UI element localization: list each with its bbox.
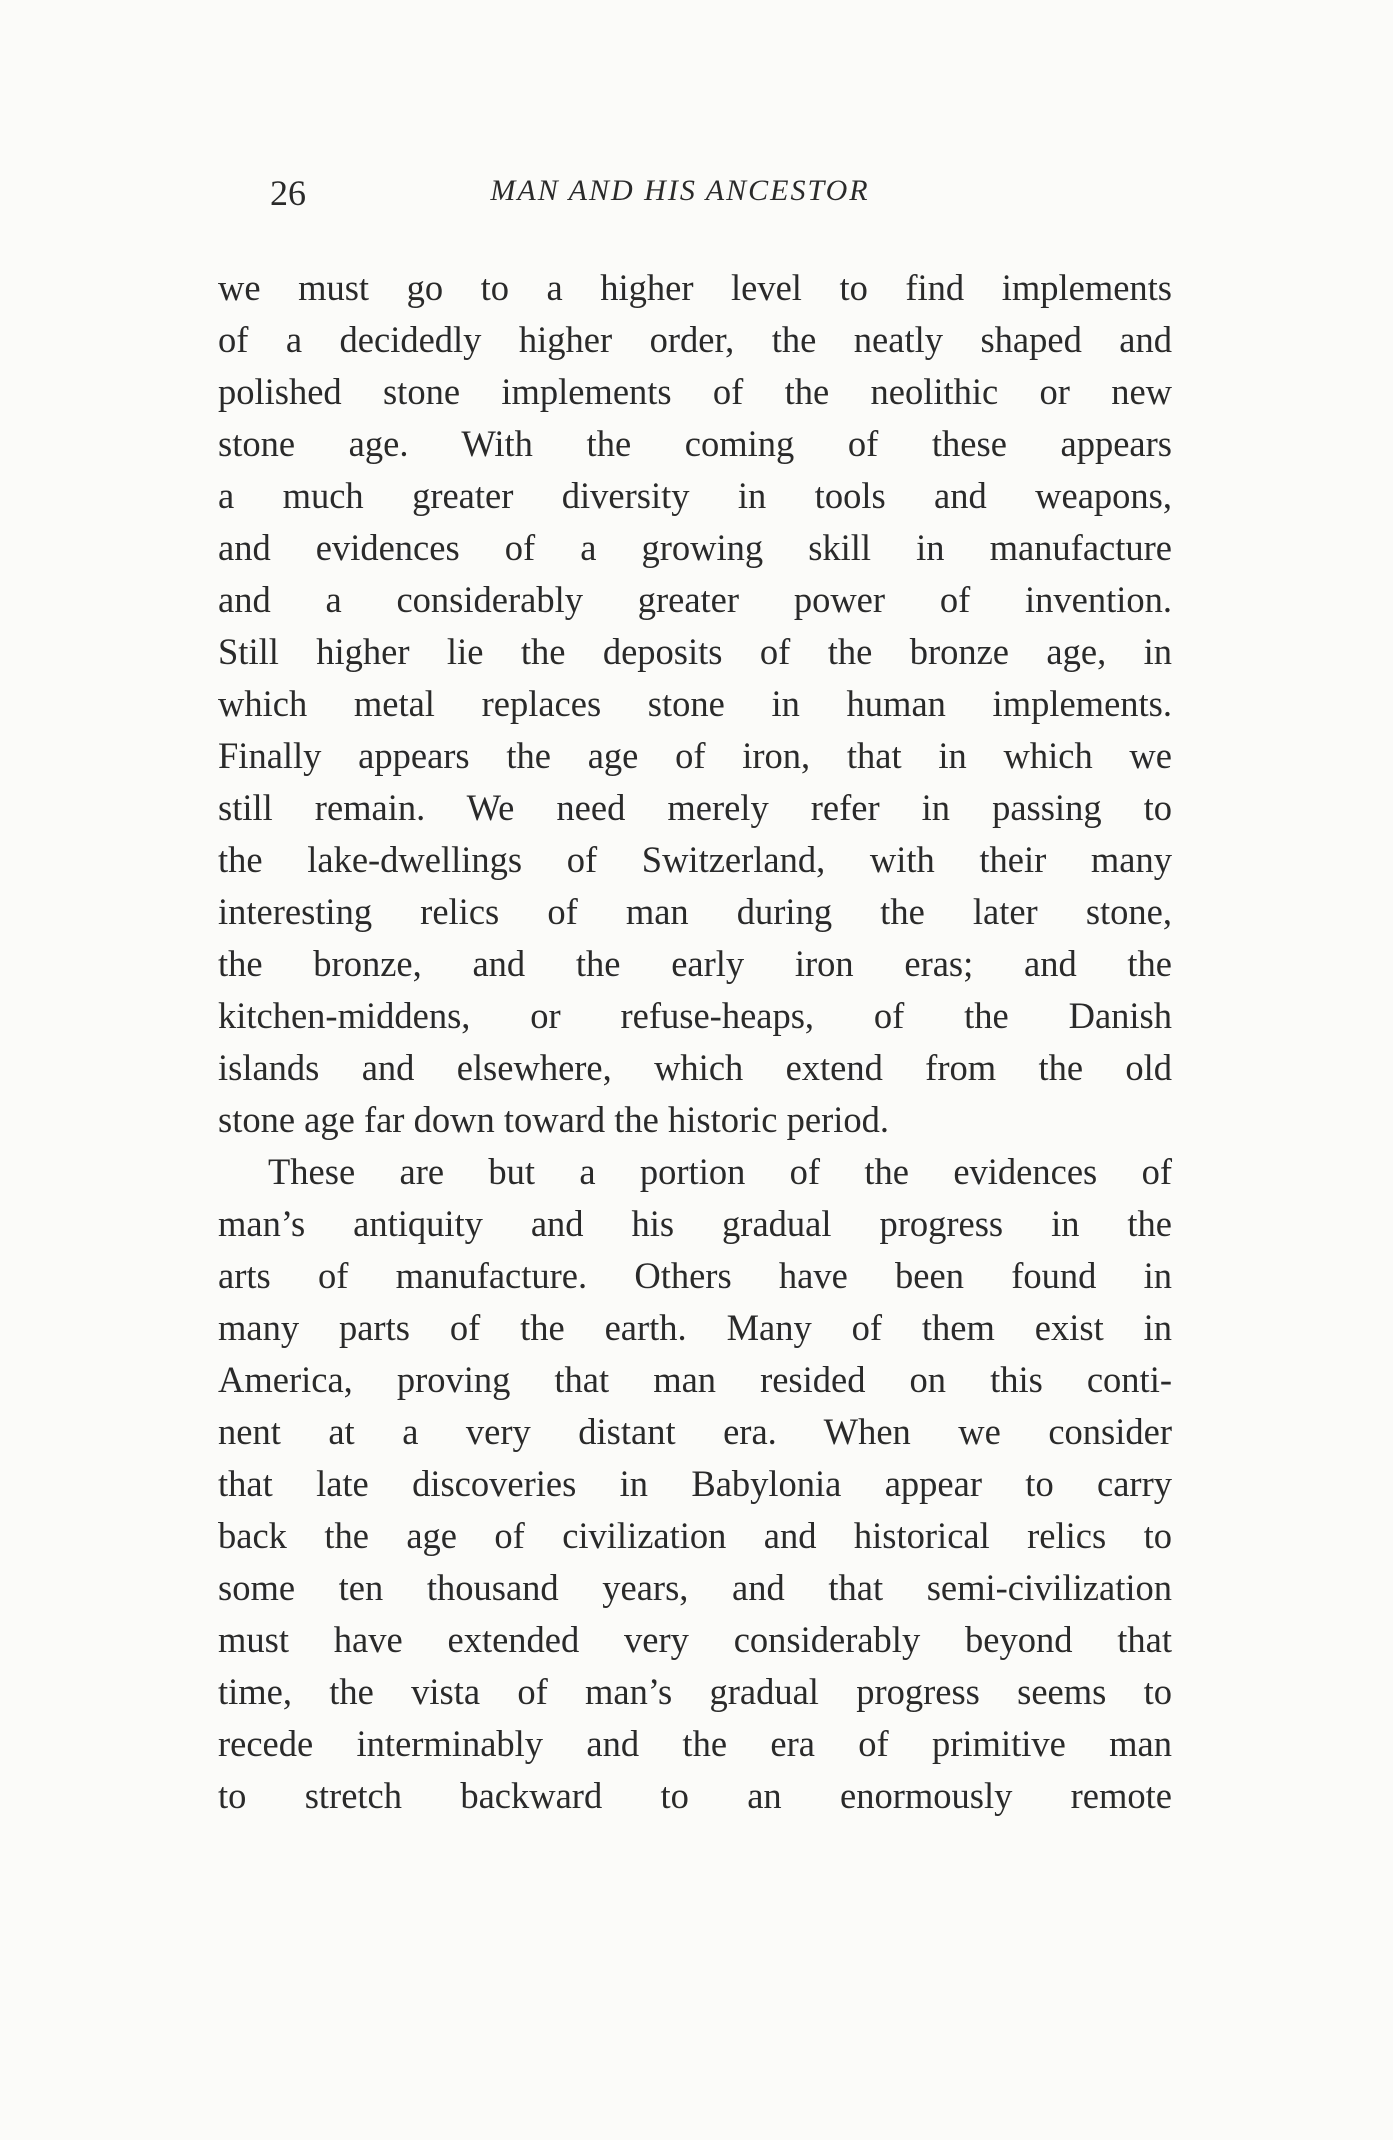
text-line: the bronze, and the early iron eras; and the [218, 943, 1172, 984]
paragraph [218, 262, 1172, 1146]
text-line: interesting relics of man during the later stone, [218, 891, 1172, 932]
text-line: which metal replaces stone in human implements. [218, 683, 1172, 724]
text-line: man’s antiquity and his gradual progress in the [218, 1203, 1172, 1244]
text-line: stone age far down toward the historic period. [218, 1099, 889, 1140]
text-line: kitchen-middens, or refuse-heaps, of the Danish [218, 995, 1172, 1036]
running-title: MAN AND HIS ANCESTOR [490, 174, 870, 207]
text-line: islands and elsewhere, which extend from the old [218, 1047, 1172, 1088]
text-line: America, proving that man resided on this conti- [218, 1359, 1172, 1400]
text-line: nent at a very distant era. When we consider [218, 1411, 1172, 1452]
text-line: and evidences of a growing skill in manufacture [218, 527, 1172, 568]
text-line: stone age. With the coming of these appears [218, 423, 1172, 464]
text-line: polished stone implements of the neolithic or new [218, 371, 1172, 412]
text-line: recede interminably and the era of primitive man [218, 1723, 1172, 1764]
text-line: of a decidedly higher order, the neatly shaped and [218, 319, 1172, 360]
text-line: and a considerably greater power of invention. [218, 579, 1172, 620]
text-line: time, the vista of man’s gradual progress seems to [218, 1671, 1172, 1712]
text-line: back the age of civilization and historical relics to [218, 1515, 1172, 1556]
text-line: Finally appears the age of iron, that in which we [218, 735, 1172, 776]
text-line: to stretch backward to an enormously remote [218, 1775, 1172, 1816]
page-header [0, 172, 1393, 222]
text-line: These are but a portion of the evidences of [268, 1151, 1172, 1192]
page-body [218, 262, 1172, 1822]
paragraph [218, 1146, 1172, 1822]
text-line: arts of manufacture. Others have been found in [218, 1255, 1172, 1296]
text-line: we must go to a higher level to find implements [218, 267, 1172, 308]
text-line: that late discoveries in Babylonia appear to carry [218, 1463, 1172, 1504]
text-line: must have extended very considerably beyond that [218, 1619, 1172, 1660]
text-line: many parts of the earth. Many of them exist in [218, 1307, 1172, 1348]
text-line: the lake-dwellings of Switzerland, with their many [218, 839, 1172, 880]
text-line: some ten thousand years, and that semi-civilization [218, 1567, 1172, 1608]
page-number: 26 [270, 173, 306, 213]
text-line: Still higher lie the deposits of the bronze age, in [218, 631, 1172, 672]
text-line: still remain. We need merely refer in passing to [218, 787, 1172, 828]
text-line: a much greater diversity in tools and weapons, [218, 475, 1172, 516]
